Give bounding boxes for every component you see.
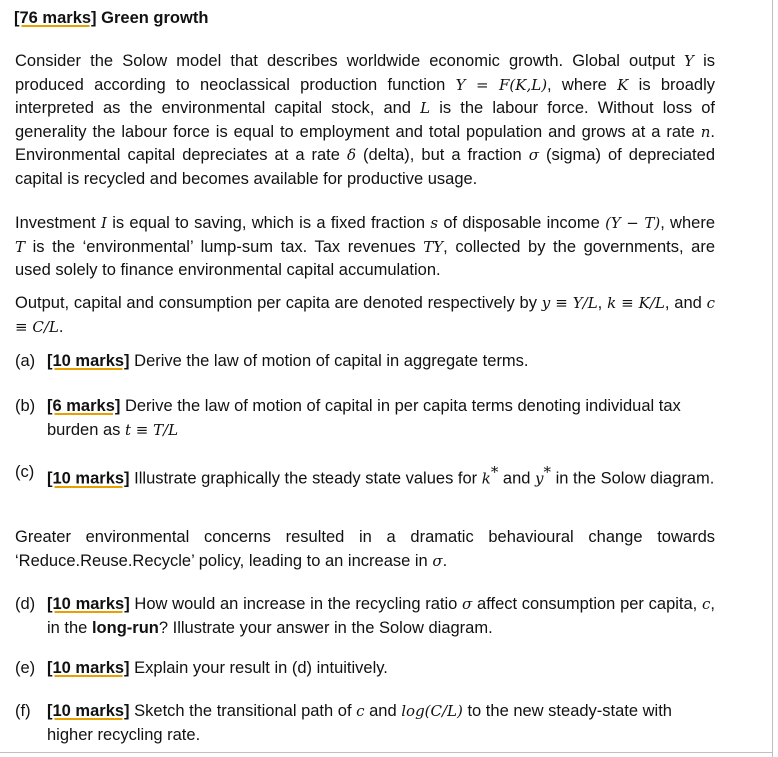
- context-paragraph: Greater environmental concerns resulted in a dramatic behavioural change towards ‘Reduce.Reuse.Recycle’ policy, leading to an increase in σ.: [15, 528, 715, 570]
- title-marks: [76 marks]: [14, 9, 97, 27]
- question-d: (d) [10 marks] How would an increase in the recycling ratio σ affect consumption per capita, c, in the long-run? Illustrate your answer in the Solow diagram.: [15, 595, 715, 637]
- question-f: (f) [10 marks] Sketch the transitional path of c and log(C/L) to the new steady-state with higher recycling rate.: [15, 702, 672, 744]
- question-d-marks: [10 marks]: [47, 595, 130, 613]
- title-text: Green growth: [101, 9, 209, 27]
- page-border-bottom: [0, 752, 773, 753]
- intro-paragraph-2: Investment I is equal to saving, which is a fixed fraction s of disposable income (Y − T), where T is the ‘environmental’ lump-sum tax. Tax revenues TY, collected by the governments, are used solely to finance environmental capital accumulation.: [15, 214, 715, 279]
- question-a-marks: [10 marks]: [47, 352, 130, 370]
- question-e: (e) [10 marks] Explain your result in (d) intuitively.: [15, 659, 388, 677]
- question-c-marks: [10 marks]: [47, 469, 130, 488]
- question-b-marks: [6 marks]: [47, 397, 121, 415]
- page-border-right: [772, 0, 773, 757]
- page-title: [14, 9, 208, 28]
- question-e-marks: [10 marks]: [47, 659, 130, 677]
- question-a: (a) [10 marks] Derive the law of motion of capital in aggregate terms.: [15, 352, 529, 370]
- question-f-marks: [10 marks]: [47, 702, 130, 720]
- question-b: (b) [6 marks] Derive the law of motion of capital in per capita terms denoting individual tax burden as t ≡ T/L: [15, 397, 681, 439]
- intro-paragraph-3: Output, capital and consumption per capita are denoted respectively by y ≡ Y/L, k ≡ K/L, and c ≡ C/L.: [15, 294, 716, 336]
- intro-paragraph-1: Consider the Solow model that describes worldwide economic growth. Global output Y is produced according to neoclassical production function Y = F(K,L), where K is broadly interpreted as the environmental capital stock, and L is the labour force. Without loss of generality the labour force is equal to employment and total population and grows at a rate n. Environmental capital depreciates at a rate δ (delta), but a fraction σ (sigma) of depreciated capital is recycled and becomes available for productive usage.: [15, 52, 715, 188]
- question-c: (c) [10 marks] Illustrate graphically the steady state values for k* and y* in the Solow diagram.: [15, 463, 715, 488]
